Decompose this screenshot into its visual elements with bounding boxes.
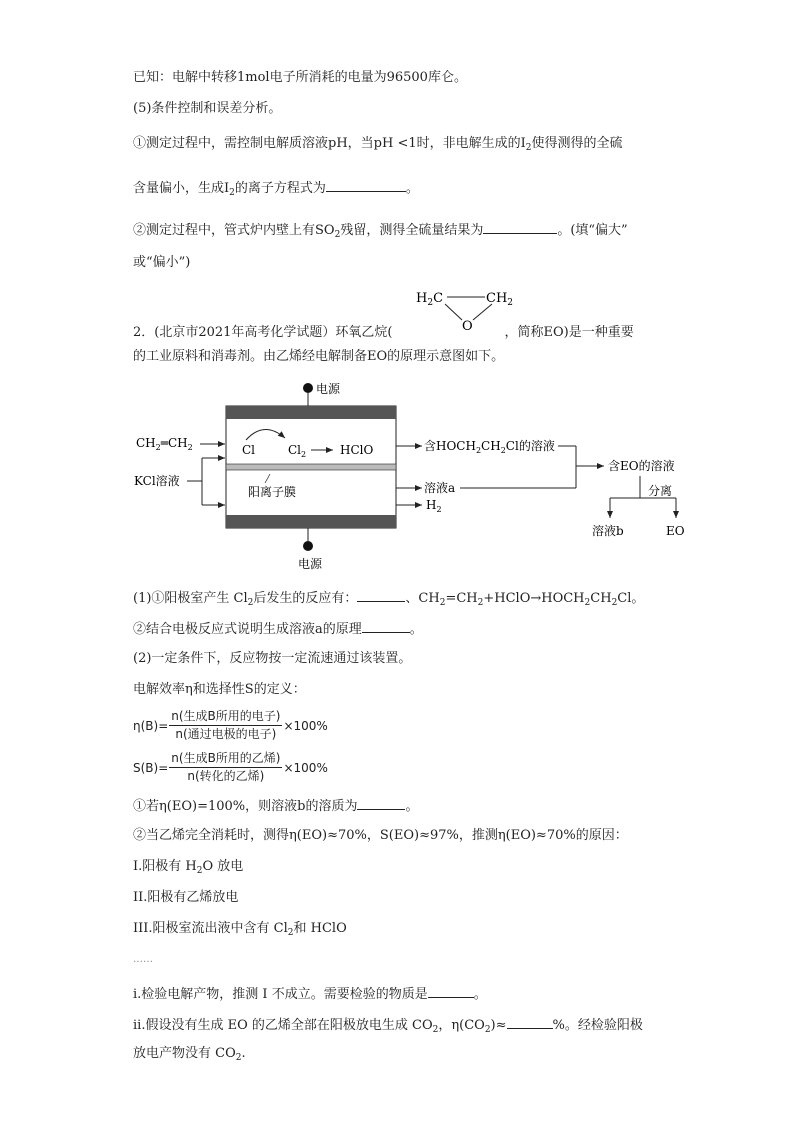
- question-2-intro: (2)一定条件下，反应物按一定流速通过该装置。: [133, 651, 412, 666]
- answer-blank[interactable]: [357, 587, 405, 602]
- question-5-2-line1: ②测定过程中，管式炉内壁上有$SO_2$残留，测得全硫量结果为 。(填“偏大”: [133, 219, 628, 241]
- output-anode-label: 含$HOCH_2CH_2Cl$的溶液: [424, 439, 555, 455]
- sub-question-i: i.检验电解产物，推测 I 不成立。需要检验的物质是 。: [133, 983, 487, 1005]
- chlorine-label: $Cl_2$: [288, 443, 307, 459]
- question-2-line2: 的工业原料和消毒剂。由乙烯经电解制备EO的原理示意图如下。: [133, 349, 505, 364]
- answer-blank[interactable]: [428, 983, 474, 998]
- question-2-line1: 2．(北京市2021年高考化学试题）环氧乙烷( ，简称EO)是一种重要: [133, 325, 634, 340]
- answer-blank[interactable]: [326, 177, 406, 192]
- anode-plate: [226, 406, 396, 419]
- question-2-2: ②当乙烯完全消耗时，测得η(EO)≈70%，S(EO)≈97%，推测η(EO)≈70%的原因：: [133, 828, 628, 843]
- solution-a-label: 溶液a: [424, 481, 456, 495]
- kcl-solution-label: KCl溶液: [134, 474, 180, 488]
- question-5-1-line2: 含量偏小，生成$I_2$的离子方程式为 。: [133, 177, 419, 199]
- eo-label: EO: [666, 524, 685, 538]
- cathode-plate: [226, 515, 396, 528]
- power-terminal-top: [303, 383, 313, 393]
- efficiency-formula: η(B)= $\frac{\text{n(生成B所用的电子)}}{\text{n(通过电极的电子)}}$ ×100%: [133, 709, 328, 741]
- svg-text:O: O: [462, 319, 473, 334]
- question-5-1-line1: ①测定过程中，需控制电解质溶液pH，当pH <1时，非电解生成的$I_2$使得测得的全硫: [133, 136, 623, 153]
- hypothesis-2: II.阳极有乙烯放电: [133, 890, 239, 905]
- section-5-heading: (5)条件控制和误差分析。: [133, 101, 282, 116]
- sub-question-ii-line1: ii.假设没有生成 EO 的乙烯全部在阳极放电生成 $CO_2$，$\eta(CO_2)\approx$ %。经检验阳极: [133, 1014, 643, 1036]
- electrolysis-diagram: [130, 378, 690, 574]
- given-line: 已知：电解中转移1mol电子所消耗的电量为96500库仑。: [133, 70, 467, 85]
- selectivity-formula: S(B)= $\frac{\text{n(生成B所用的乙烯)}}{\text{n(转化的乙烯)}}$ ×100%: [133, 751, 328, 783]
- svg-text:H2C: $H_2C$: [416, 291, 444, 308]
- ethylene-label: $CH_2═CH_2$: [136, 436, 193, 452]
- power-terminal-bottom: [303, 541, 313, 551]
- answer-blank[interactable]: [357, 795, 405, 810]
- sub-question-ii-line2: 放电产物没有 $CO_2$.: [133, 1046, 246, 1063]
- question-1-2: ②结合电极反应式说明生成溶液a的原理 。: [133, 618, 423, 640]
- ellipsis: ……: [133, 954, 153, 965]
- eo-solution-label: 含EO的溶液: [608, 459, 675, 473]
- hypothesis-1: I.阳极有 $H_2O$ 放电: [133, 859, 244, 876]
- cation-membrane: [226, 464, 396, 470]
- hydrogen-label: $H_2$: [426, 498, 442, 514]
- answer-blank[interactable]: [362, 618, 410, 633]
- separation-label: 分离: [648, 484, 673, 498]
- membrane-label: 阳离子膜: [248, 485, 297, 499]
- definition-line: 电解效率η和选择性S的定义：: [133, 682, 306, 697]
- solution-b-label: 溶液b: [592, 524, 624, 538]
- power-label-bottom: 电源: [298, 557, 323, 571]
- answer-blank[interactable]: [483, 219, 557, 234]
- power-label-top: 电源: [316, 382, 341, 396]
- hclo-label: HClO: [340, 443, 374, 457]
- question-5-2-line2: 或“偏小”): [133, 255, 191, 270]
- hypothesis-3: III.阳极室流出液中含有 $Cl_2$和 HClO: [133, 921, 347, 938]
- question-2-1: ①若η(EO)=100%，则溶液b的溶质为 。: [133, 795, 418, 817]
- chloride-label: Cl: [242, 443, 256, 457]
- answer-blank[interactable]: [507, 1014, 553, 1029]
- svg-text:CH2: $CH_2$: [486, 291, 514, 308]
- question-1-1: (1)①阳极室产生 $Cl_2$后发生的反应有： 、$CH_2=CH_2+HClO\to HOCH_2CH_2Cl$。: [133, 587, 644, 609]
